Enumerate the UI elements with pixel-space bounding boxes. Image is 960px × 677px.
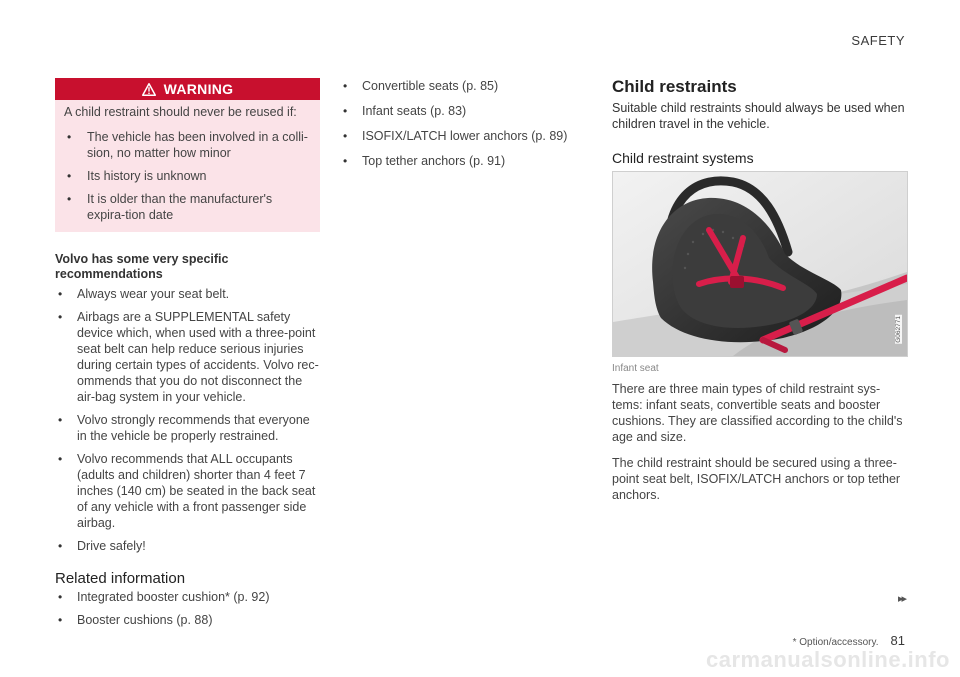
page-footer <box>793 633 905 648</box>
warning-triangle-icon <box>142 83 156 96</box>
section-subtitle: Child restraint systems <box>612 150 754 166</box>
recommendation-item: • Volvo strongly recommends that everyone in the vehicle be properly restrained. <box>55 412 320 444</box>
page-number: 81 <box>890 633 905 648</box>
middle-column <box>340 78 590 178</box>
related-link[interactable]: • Integrated booster cushion* (p. 92) <box>55 589 320 605</box>
recommendations-heading: Volvo has some very specific recommendations <box>55 252 229 281</box>
recommendation-item: • Drive safely! <box>55 538 320 554</box>
warning-intro: A child restraint should never be reused if: <box>64 105 297 119</box>
infant-seat-figure <box>612 171 908 357</box>
section-title: Child restraints <box>612 77 737 96</box>
left-column <box>55 78 320 628</box>
footnote: * Option/accessory. <box>792 637 879 648</box>
related-list-continued <box>340 78 590 169</box>
watermark: carmanualsonline.info <box>706 647 950 672</box>
warning-header <box>55 78 320 100</box>
next-page-arrows-icon[interactable]: ▸▸ <box>897 593 905 605</box>
page-header-title: SAFETY <box>851 33 905 48</box>
warning-box <box>55 78 320 232</box>
warning-item: • It is older than the manufacturer's expira-tion date <box>64 191 310 223</box>
right-column <box>612 78 907 503</box>
recommendation-item: • Volvo recommends that ALL occupants (adults and children) shorter than 4 feet 7 inches (140 cm) be seated in the back seat of any vehicle with a front passenger side airbag. <box>55 451 320 531</box>
infant-seat-illustration <box>613 172 907 356</box>
related-list <box>55 589 320 628</box>
related-link[interactable]: • Booster cushions (p. 88) <box>55 612 320 628</box>
related-information-title: Related information <box>55 570 186 587</box>
figure-caption: Infant seat <box>612 363 659 374</box>
section-lead: Suitable child restraints should always be used when children travel in the vehicle. <box>612 101 905 131</box>
related-link[interactable]: • Convertible seats (p. 85) <box>340 78 590 94</box>
recommendations-list <box>55 286 320 554</box>
warning-list <box>55 129 320 223</box>
body-paragraph: The child restraint should be secured using a three-point seat belt, ISOFIX/LATCH anchors or top tether anchors. <box>612 456 901 502</box>
recommendation-item: • Airbags are a SUPPLEMENTAL safety device which, when used with a three-point seat belt can help reduce serious injuries during certain types of accidents. Volvo rec-ommends that you do not disconnect the air-bag system in your vehicle. <box>55 309 320 405</box>
related-link[interactable]: • Top tether anchors (p. 91) <box>340 153 590 169</box>
warning-title: WARNING <box>163 81 234 97</box>
figure-code: G062771 <box>895 316 902 343</box>
recommendation-item: • Always wear your seat belt. <box>55 286 320 302</box>
body-paragraph: There are three main types of child restraint sys-tems: infant seats, convertible seats and booster cushions. They are classified according to the child's age and size. <box>612 382 903 444</box>
related-link[interactable]: • ISOFIX/LATCH lower anchors (p. 89) <box>340 128 590 144</box>
warning-item: • The vehicle has been involved in a colli-sion, no matter how minor <box>64 129 310 161</box>
warning-item: • Its history is unknown <box>64 168 310 184</box>
related-link[interactable]: • Infant seats (p. 83) <box>340 103 590 119</box>
